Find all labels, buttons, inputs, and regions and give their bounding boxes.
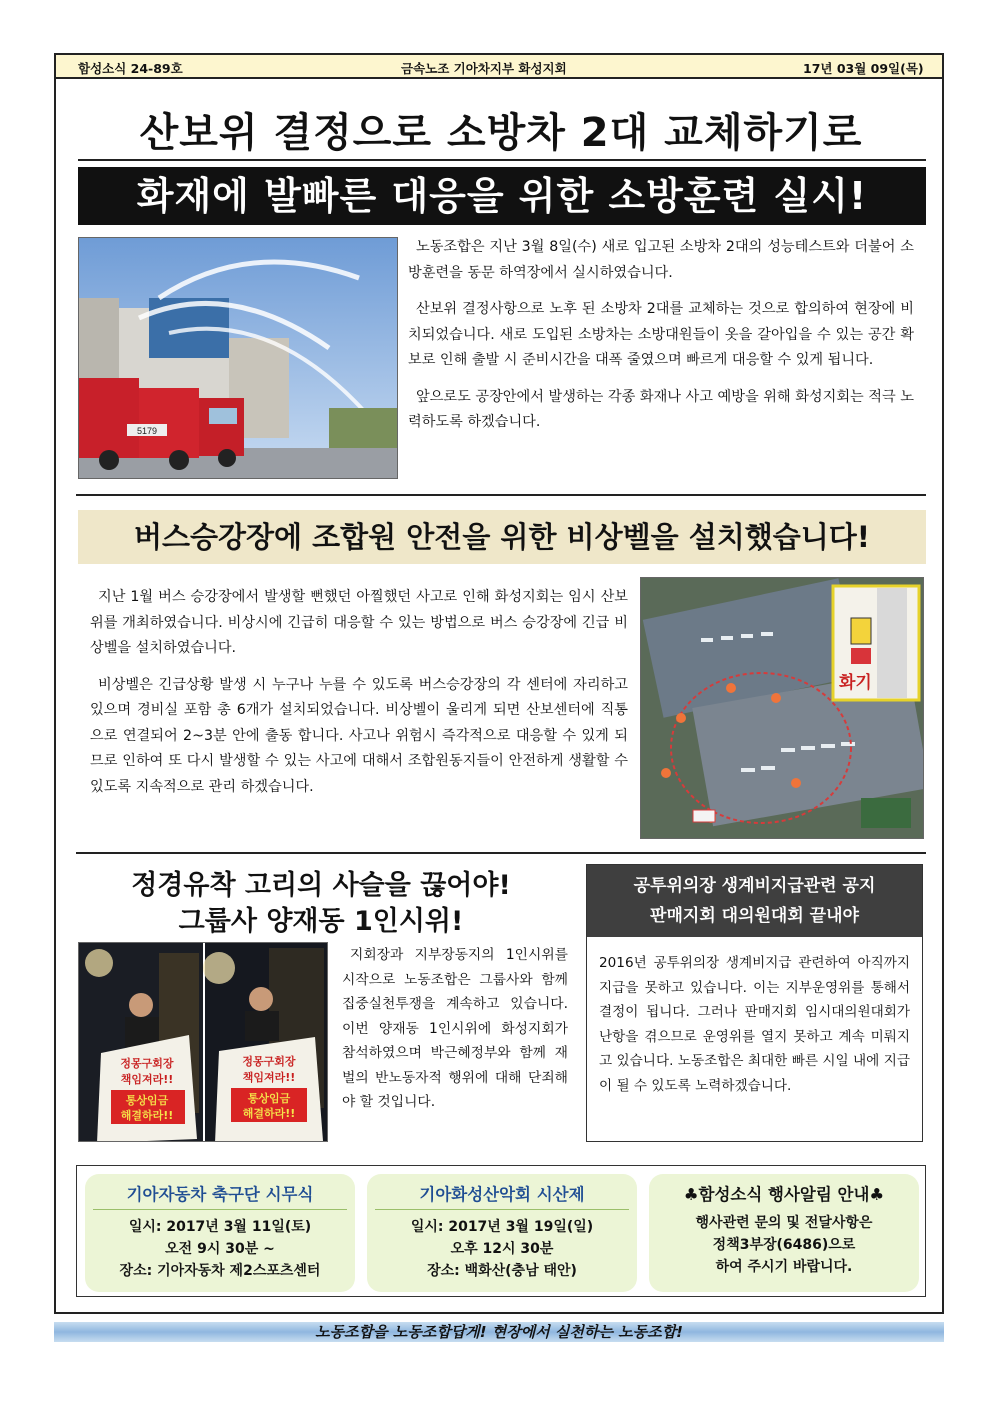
truck-number: 5179 bbox=[136, 426, 158, 436]
bus-stop-map-photo bbox=[640, 577, 924, 839]
notice-title-line1: 공투위의장 생계비지급관련 공지 bbox=[633, 876, 876, 896]
event-line: 하여 주시기 바랍니다. bbox=[715, 1259, 853, 1275]
issue-number: 함성소식 24-89호 bbox=[78, 61, 183, 76]
fire-truck-photo bbox=[78, 237, 398, 479]
event-line: 일시: 2017년 3월 11일(토) bbox=[128, 1219, 312, 1235]
event-card-notice bbox=[649, 1174, 919, 1292]
map-inset-label: 화기 bbox=[839, 673, 872, 693]
event-line: 장소: 기아자동차 제2스포츠센터 bbox=[119, 1263, 321, 1279]
notice-title-line2: 판매지회 대의원대회 끝내야 bbox=[650, 906, 859, 926]
article1-paragraph: 산보위 결정사항으로 노후 된 소방차 2대를 교체하는 것으로 합의하여 현장에 비치되었습니다. 새로 도입된 소방차는 소방대원들이 옷을 갈아입을 수 있는 공간 확보로 인해 출발 시 준비시간을 대폭 줄였으며 빠르게 대응할 수 있게 됩니다. bbox=[408, 301, 914, 368]
article2-headline: 버스승강장에 조합원 안전을 위한 비상벨을 설치했습니다! bbox=[78, 510, 926, 564]
event-line: 일시: 2017년 3월 19일(일) bbox=[410, 1219, 594, 1235]
sign-text: 통상임금 bbox=[247, 1092, 291, 1105]
article1-headline: 산보위 결정으로 소방차 2대 교체하기로 bbox=[139, 110, 863, 156]
divider bbox=[76, 494, 926, 496]
article2-paragraph: 지난 1월 버스 승강장에서 발생할 뻔했던 아찔했던 사고로 인해 화성지회는 임시 산보위를 개최하였습니다. 비상시에 긴급히 대응할 수 있는 방법으로 버스 승강장에 긴급 비상벨을 설치하였습니다. bbox=[90, 589, 628, 656]
article3-headline-line2: 그룹사 양재동 1인시위! bbox=[178, 906, 464, 937]
article3-body bbox=[342, 943, 568, 1126]
notice-title bbox=[587, 865, 922, 937]
sign-text: 책임져라!! bbox=[120, 1073, 174, 1086]
article2-paragraph: 비상벨은 긴급상황 발생 시 누구나 누를 수 있도록 버스승강장의 각 센터에 자리하고 있으며 경비실 포함 총 6개가 설치되었습니다. 비상벨이 울리게 되면 산보센터에 직통으로 연결되어 2~3분 안에 출동 합니다. 사고나 위험시 즉각적으로 대응할 수 있게 되므로 인하여 또 다시 발생할 수 있는 사고에 대해서 조합원동지들이 안전하게 생활할 수 있도록 지속적으로 관리 하겠습니다. bbox=[90, 676, 628, 795]
event-card-soccer bbox=[85, 1174, 355, 1292]
article1-paragraph: 앞으로도 공장안에서 발생하는 각종 화재나 사고 예방을 위해 화성지회는 적극 노력하도록 하겠습니다. bbox=[408, 388, 914, 430]
footer-slogan: 노동조합을 노동조합답게! 현장에서 실천하는 노동조합! bbox=[54, 1322, 944, 1342]
events-section bbox=[76, 1165, 926, 1297]
sign-text: 책임져라!! bbox=[242, 1071, 296, 1084]
protest-photos bbox=[78, 942, 328, 1142]
event-line: 정책3부장(6486)으로 bbox=[712, 1237, 856, 1253]
article2-body bbox=[90, 585, 628, 811]
article1-paragraph: 노동조합은 지난 3월 8일(수) 새로 입고된 소방차 2대의 성능테스트와 더불어 소방훈련을 동문 하역장에서 실시하였습니다. bbox=[408, 239, 914, 281]
article3-paragraph: 지회장과 지부장동지의 1인시위를 시작으로 노동조합은 그룹사와 함께 집중실천투쟁을 계속하고 있습니다. 이번 양재동 1인시위에 화성지회가 참석하였으며 박근혜정부와 함께 재벌의 반노동자적 행위에 대해 단죄해야 할 것입니다. bbox=[342, 947, 568, 1110]
notice-box bbox=[586, 864, 923, 1142]
event-line: 장소: 백화산(충남 태안) bbox=[427, 1263, 577, 1279]
newsletter-frame bbox=[54, 53, 944, 1314]
event-line: 행사관련 문의 및 전달사항은 bbox=[695, 1215, 873, 1231]
sign-text: 정몽구회장 bbox=[120, 1057, 174, 1070]
notice-body: 2016년 공투위의장 생계비지급 관련하여 아직까지 지급을 못하고 있습니다. 이는 지부운영위를 통해서 결정이 됩니다. 그러나 판매지회 임시대의원대회가 난항을 겪으므로 운영위를 열지 못하고 계속 미뤄지고 있습니다. 노동조합은 최대한 빠른 시일 내에 지급이 될 수 있도록 노력하겠습니다. bbox=[599, 955, 910, 1094]
article1-body bbox=[408, 235, 914, 447]
sign-text: 정몽구회장 bbox=[242, 1055, 296, 1068]
event-card-hiking bbox=[367, 1174, 637, 1292]
divider bbox=[78, 159, 926, 161]
event-title: ♣함성소식 행사알림 안내♣ bbox=[683, 1185, 885, 1204]
issue-date: 17년 03월 09일(목) bbox=[803, 61, 924, 76]
article3-headline-line1: 정경유착 고리의 사슬을 끊어야! bbox=[131, 870, 511, 901]
sign-text: 통상임금 bbox=[125, 1094, 169, 1107]
sign-text: 해결하라!! bbox=[242, 1107, 296, 1120]
event-line: 오후 12시 30분 bbox=[450, 1241, 554, 1257]
organization-name: 금속노조 기아차지부 화성지회 bbox=[401, 61, 567, 76]
sign-text: 해결하라!! bbox=[120, 1109, 174, 1122]
divider bbox=[76, 852, 926, 854]
event-title: 기아자동차 축구단 시무식 bbox=[93, 1180, 347, 1210]
event-title: 기아화성산악회 시산제 bbox=[375, 1180, 629, 1210]
article1-subheadline: 화재에 발빠른 대응을 위한 소방훈련 실시! bbox=[78, 167, 926, 225]
newsletter-header bbox=[56, 55, 942, 79]
article3-headline bbox=[76, 868, 566, 940]
event-line: 오전 9시 30분 ~ bbox=[165, 1241, 275, 1257]
